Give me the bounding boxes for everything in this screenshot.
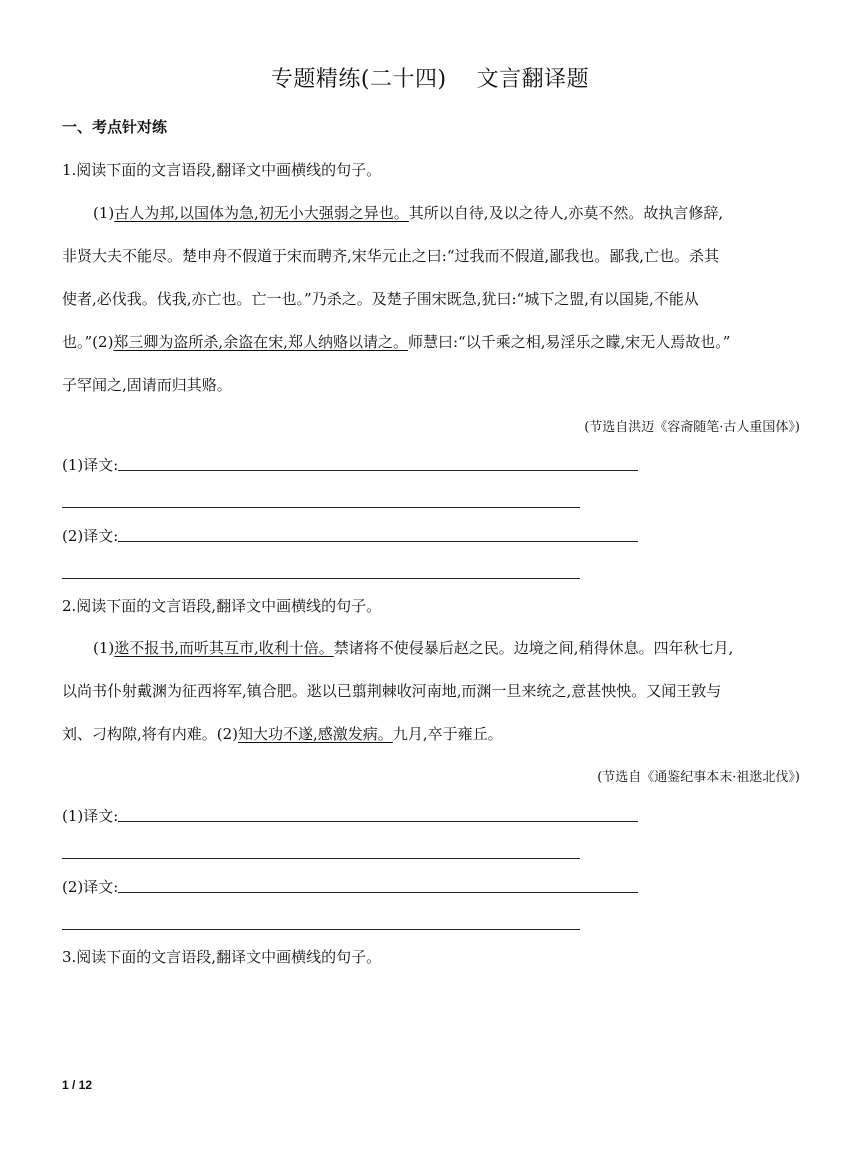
q2-marker-2: 刘、刁构隙,将有内难。(2) bbox=[62, 725, 239, 743]
q1-answer-2-label: (2)译文: bbox=[62, 527, 119, 545]
q2-answer-2-line-b[interactable] bbox=[62, 929, 580, 930]
q1-underlined-sentence-2: 郑三卿为盗所杀,余盗在宋,郑人纳赂以请之。 bbox=[113, 333, 408, 351]
q2-answer-1-line-a[interactable] bbox=[118, 821, 638, 822]
q1-marker-2: 也。”(2) bbox=[62, 333, 114, 351]
q1-passage-line-5: 子罕闻之,固请而归其赂。 bbox=[62, 376, 232, 394]
q2-passage-line-2: 以尚书仆射戴渊为征西将军,镇合肥。逖以已翦荆棘收河南地,而渊一旦来统之,意甚怏怏。又闻王敦与 bbox=[62, 682, 722, 700]
q1-marker-1: (1) bbox=[93, 204, 115, 222]
q2-answer-2-label: (2)译文: bbox=[62, 878, 119, 896]
q1-passage-line-3: 使者,必伐我。伐我,亦亡也。亡一也。”乃杀之。及楚子围宋既急,犹曰:“城下之盟,有以国毙,不能从 bbox=[62, 290, 699, 308]
q1-text-4: 师慧曰:“以千乘之相,易淫乐之矇,宋无人焉故也。” bbox=[407, 333, 731, 351]
q2-prompt: 2.阅读下面的文言语段,翻译文中画横线的句子。 bbox=[62, 597, 382, 615]
q1-answer-1-label: (1)译文: bbox=[62, 456, 119, 474]
q2-passage-line-1 bbox=[93, 638, 807, 658]
q3-prompt: 3.阅读下面的文言语段,翻译文中画横线的句子。 bbox=[62, 948, 382, 966]
q1-text-1: 其所以自待,及以之待人,亦莫不然。故执言修辞, bbox=[408, 204, 724, 222]
section-heading: 一、考点针对练 bbox=[62, 118, 168, 136]
q1-answer-2-line-a[interactable] bbox=[118, 541, 638, 542]
q2-text-3: 九月,卒于雍丘。 bbox=[392, 725, 503, 743]
q1-source: (节选自洪迈《容斋随笔·古人重国体》) bbox=[584, 420, 800, 435]
q1-answer-1-line-b[interactable] bbox=[62, 507, 580, 508]
title-main: 专题精练(二十四) bbox=[270, 67, 447, 92]
q1-passage-line-2: 非贤大夫不能尽。楚申舟不假道于宋而聘齐,宋华元止之曰:“过我而不假道,鄙我也。鄙我,亡也。杀其 bbox=[62, 247, 720, 265]
q1-passage-line-1 bbox=[93, 203, 807, 223]
q2-underlined-sentence-2: 知大功不遂,感激发病。 bbox=[238, 725, 393, 743]
title-sub: 文言翻译题 bbox=[476, 67, 590, 92]
q1-prompt: 1.阅读下面的文言语段,翻译文中画横线的句子。 bbox=[62, 161, 382, 179]
q2-source: (节选自《通鉴纪事本末·祖逖北伐》) bbox=[597, 770, 800, 785]
q1-passage-line-4 bbox=[62, 332, 807, 352]
q2-answer-1-label: (1)译文: bbox=[62, 807, 119, 825]
q1-answer-2-line-b[interactable] bbox=[62, 578, 580, 579]
q2-underlined-sentence-1: 逖不报书,而听其互市,收利十倍。 bbox=[114, 639, 334, 657]
q2-answer-2-line-a[interactable] bbox=[118, 892, 638, 893]
page-number: 1 / 12 bbox=[62, 1078, 93, 1092]
q2-passage-line-3 bbox=[62, 724, 807, 744]
q1-answer-1-line-a[interactable] bbox=[118, 470, 638, 471]
page-title bbox=[0, 62, 860, 93]
q2-answer-1-line-b[interactable] bbox=[62, 858, 580, 859]
q1-underlined-sentence-1: 古人为邦,以国体为急,初无小大强弱之异也。 bbox=[114, 204, 409, 222]
q2-marker-1: (1) bbox=[93, 639, 115, 657]
q2-text-1: 禁诸将不使侵暴后赵之民。边境之间,稍得休息。四年秋七月, bbox=[333, 639, 734, 657]
